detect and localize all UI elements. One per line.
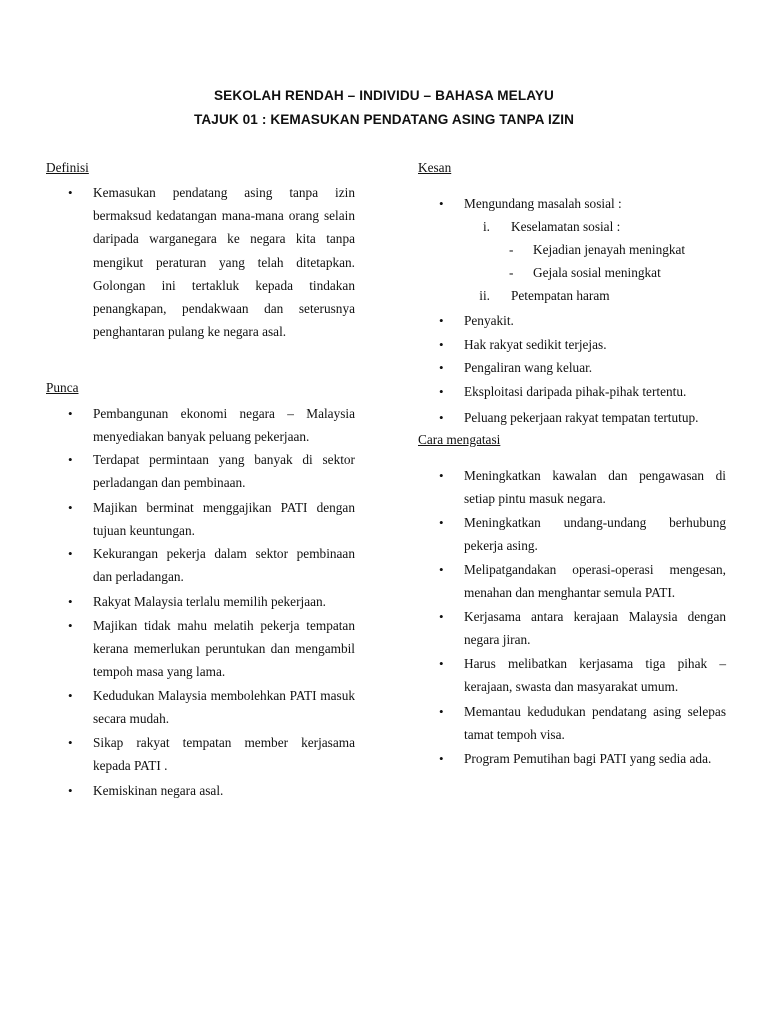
list-item xyxy=(46,181,355,343)
bullet-icon: • xyxy=(68,452,73,467)
list-item xyxy=(418,511,726,557)
bullet-icon: • xyxy=(439,656,444,671)
list-item-text: Pengaliran wang keluar. xyxy=(464,360,593,375)
document-subtitle: TAJUK 01 : KEMASUKAN PENDATANG ASING TANPA IZIN xyxy=(193,112,575,127)
bullet-icon: • xyxy=(68,185,73,200)
list-item xyxy=(418,356,726,379)
list-item xyxy=(46,731,355,777)
list-item-text: Kemiskinan negara asal. xyxy=(93,783,224,798)
list-item xyxy=(418,380,726,403)
list-item-text: Mengundang masalah sosial : xyxy=(464,196,622,211)
bullet-icon: • xyxy=(439,515,444,530)
bullet-icon: • xyxy=(68,406,73,421)
list-item xyxy=(418,333,726,356)
bullet-icon: • xyxy=(68,688,73,703)
bullet-icon: • xyxy=(439,337,444,352)
list-item-text: Meningkatkan kawalan dan pengawasan di setiap pintu masuk negara. xyxy=(464,468,726,507)
list-item xyxy=(418,605,726,651)
bullet-icon: • xyxy=(439,468,444,483)
list-item xyxy=(46,448,355,494)
sub-item-text: Keselamatan sosial : xyxy=(511,219,621,234)
list-item-text: Majikan tidak mahu melatih pekerja tempatan kerana memerlukan peruntukan dan mengambil tempoh masa yang lama. xyxy=(93,618,355,680)
list-item xyxy=(418,558,726,604)
list-item xyxy=(418,192,726,215)
list-item-text: Hak rakyat sedikit terjejas. xyxy=(464,337,607,352)
list-item-text: Harus melibatkan kerjasama tiga pihak – kerajaan, swasta dan masyarakat umum. xyxy=(464,656,726,695)
list-item xyxy=(418,652,726,698)
list-item-text: Rakyat Malaysia terlalu memilih pekerjaan. xyxy=(93,594,326,609)
list-item-text: Kerjasama antara kerajaan Malaysia dengan negara jiran. xyxy=(464,609,726,648)
list-item-text: Meningkatkan undang-undang berhubung pekerja asing. xyxy=(464,515,726,554)
list-item-text: Program Pemutihan bagi PATI yang sedia ada. xyxy=(464,751,712,766)
list-item xyxy=(46,614,355,684)
list-item-text: Pembangunan ekonomi negara – Malaysia menyediakan banyak peluang pekerjaan. xyxy=(93,406,355,445)
list-item-text: Melipatgandakan operasi-operasi mengesan, menahan dan menghantar semula PATI. xyxy=(464,562,726,601)
bullet-icon: • xyxy=(68,594,73,609)
bullet-icon: • xyxy=(68,500,73,515)
bullet-icon: • xyxy=(439,360,444,375)
list-item xyxy=(418,464,726,510)
bullet-icon: • xyxy=(68,783,73,798)
dash-icon: - xyxy=(509,265,514,280)
list-item-text: Kedudukan Malaysia membolehkan PATI masuk secara mudah. xyxy=(93,688,355,727)
list-item-text: Memantau kedudukan pendatang asing selepas tamat tempoh visa. xyxy=(464,704,726,743)
bullet-icon: • xyxy=(439,609,444,624)
list-item-text: Sikap rakyat tempatan member kerjasama kepada PATI . xyxy=(93,735,355,774)
list-item-text: Terdapat permintaan yang banyak di sektor perladangan dan pembinaan. xyxy=(93,452,355,491)
list-item-text: Eksploitasi daripada pihak-pihak tertentu. xyxy=(464,384,687,399)
list-item xyxy=(418,747,726,770)
dash-icon: - xyxy=(509,242,514,257)
list-item xyxy=(46,590,355,613)
bullet-icon: • xyxy=(68,618,73,633)
list-item xyxy=(46,496,355,542)
list-item xyxy=(418,406,726,429)
list-item-text: Kekurangan pekerja dalam sektor pembinaan dan perladangan. xyxy=(93,546,355,585)
list-item-text: Kemasukan pendatang asing tanpa izin bermaksud kedatangan mana-mana orang selain daripada warganegara ke negara kita tanpa mengikut peraturan yang telah ditetapkan. Golongan ini tertakluk kepada tindakan penangkapan, pendakwaan dan seterusnya penghantaran pulang ke negara asal. xyxy=(93,185,355,340)
sub-item-text: Petempatan haram xyxy=(511,288,610,303)
bullet-icon: • xyxy=(439,384,444,399)
dash-item-text: Gejala sosial meningkat xyxy=(533,265,661,280)
list-item-text: Penyakit. xyxy=(464,313,514,328)
list-item xyxy=(418,700,726,746)
list-item-text: Peluang pekerjaan rakyat tempatan tertutup. xyxy=(464,410,699,425)
list-item xyxy=(418,309,726,332)
bullet-icon: • xyxy=(68,546,73,561)
bullet-icon: • xyxy=(68,735,73,750)
list-item-text: Majikan berminat menggajikan PATI dengan tujuan keuntungan. xyxy=(93,500,355,539)
list-item xyxy=(46,684,355,730)
roman-numeral: ii. xyxy=(479,288,490,303)
list-item xyxy=(46,402,355,448)
bullet-icon: • xyxy=(439,313,444,328)
list-item xyxy=(46,779,355,802)
roman-numeral: i. xyxy=(482,219,490,234)
document-title: SEKOLAH RENDAH – INDIVIDU – BAHASA MELAYU xyxy=(214,88,554,103)
section-heading-cara-mengatasi: Cara mengatasi xyxy=(418,432,501,447)
bullet-icon: • xyxy=(439,196,444,211)
list-item xyxy=(46,542,355,588)
section-heading-punca: Punca xyxy=(46,380,79,395)
bullet-icon: • xyxy=(439,704,444,719)
section-heading-definisi: Definisi xyxy=(46,160,89,175)
bullet-icon: • xyxy=(439,751,444,766)
bullet-icon: • xyxy=(439,410,444,425)
section-heading-kesan: Kesan xyxy=(418,160,452,175)
dash-item-text: Kejadian jenayah meningkat xyxy=(533,242,686,257)
bullet-icon: • xyxy=(439,562,444,577)
